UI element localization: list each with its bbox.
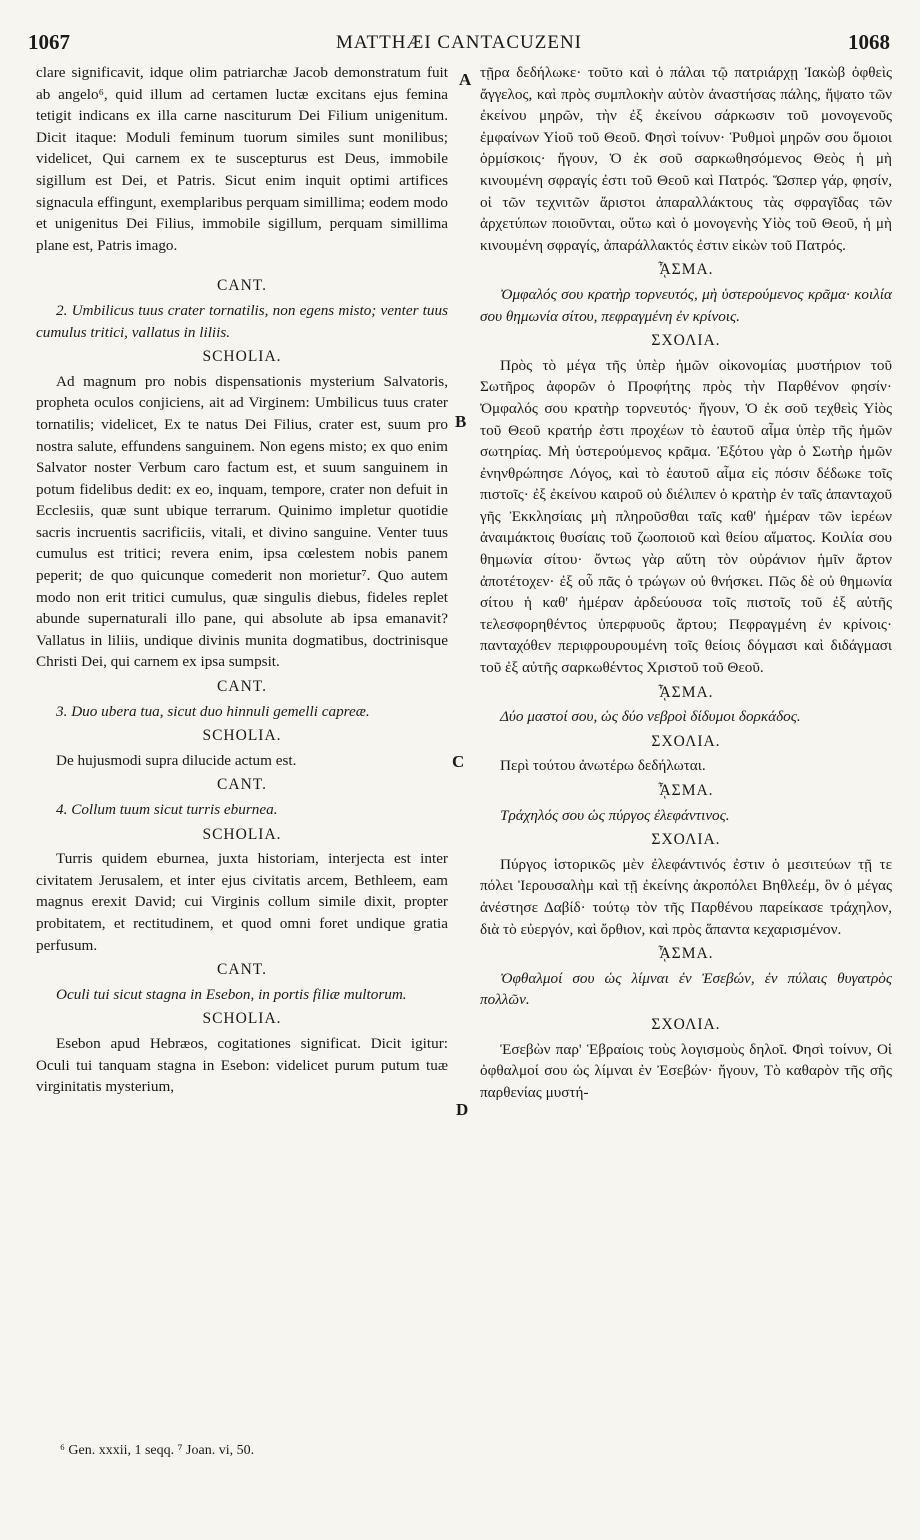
greek-verse-3: Δύο μαστοί σου, ὡς δύο νεβροὶ δίδυμοι δορκάδος. <box>500 708 801 726</box>
greek-scholia-heading: ΣΧΟΛΙΑ. <box>651 732 721 750</box>
section-marker-d: D <box>456 1100 469 1119</box>
greek-scholia-paragraph: Περὶ τούτου ἀνωτέρω δεδήλωται. <box>500 757 706 775</box>
greek-verse-2: Ὀμφαλός σου κρατὴρ τορνευτός, μὴ ὑστερούμενος κρᾶμα· κοιλία σου θημωνία σίτου, πεφραγμένη ἐν κρίνοις. <box>480 285 892 325</box>
latin-scholia-heading: SCHOLIA. <box>202 727 282 745</box>
latin-cant-heading: CANT. <box>217 961 267 979</box>
greek-scholia-heading: ΣΧΟΛΙΑ. <box>651 332 721 350</box>
latin-column <box>36 62 448 1098</box>
latin-verse-3: 3. Duo ubera tua, sicut duo hinnuli gemelli capreæ. <box>56 702 370 720</box>
greek-asma-heading: ᾎΣΜΑ. <box>658 782 714 799</box>
greek-verse-4: Τράχηλός σου ὡς πύργος ἐλεφάντινος. <box>500 806 730 824</box>
section-marker-b: B <box>455 412 467 431</box>
page-number-right: 1068 <box>848 30 890 54</box>
latin-cant-heading: CANT. <box>217 776 267 794</box>
greek-scholia-paragraph: Πρὸς τὸ μέγα τῆς ὑπὲρ ἡμῶν οἰκονομίας μυστήριον τοῦ Σωτῆρος ἀφορῶν ὁ Προφήτης πρὸς τὴν Παρθένον φησίν· Ὀμφαλός σου κρατὴρ τορνευτός· ἤγουν, Ὁ ἐκ σοῦ τεχθεὶς Υἱὸς τοῦ Θεοῦ κρατήρ ἐστι προχέων τὸ ἑαυτοῦ αἷμα ὑπὲρ τῆς ἡμῶν σωτηρίας. Μὴ ὑστερούμενος κρᾶμα. Ἐξότου γὰρ ὁ Σωτὴρ ἡμῶν ἐνηνθρώπησε Λόγος, καὶ τὸ ἑαυτοῦ αἷμα εἰς πόσιν δέδωκε τοῖς πιστοῖς· ἐξ ἐκείνου καιροῦ οὐ διέλιπεν ὁ κρατὴρ ἐν ταῖς ἁπανταχοῦ γῆς Ἐκκλησίαις μὴ πληροῦσθαι ταῖς καθ' ἡμέραν τῶν ἱερέων ἀναιμάκτοις θυσίαις τοῦ ζωοποιοῦ καὶ θείου αἵματος. Κοιλία σου θημωνία σίτου· ὄντως γὰρ αὕτη τὸν οὐράνιον ἡμῖν ἄρτον ἀποτέτοχεν· ἐξ οὗ πᾶς ὁ τρώγων οὐ θνήσκει. Πῶς δὲ οὐ θημωνία σίτου ἡ καθ' ἡμέραν ἀρδεύουσα τοῖς πιστοῖς τοῦ ἐξ αὐτῆς τελεσφορηθέντος ὑπερφυοῦς ἄρτου; Πεφραγμένη ἐν κρίνοις· πανταχόθεν περιφρουρουμένη τοῖς θείοις δόγμασι καὶ διδάγμασι τοῦ ἐξ αὐτῆς σαρκωθέντος Χριστοῦ τοῦ Θεοῦ. <box>480 356 892 677</box>
greek-scholia-paragraph: Πύργος ἱστορικῶς μὲν ἐλεφάντινός ἐστιν ὁ μεσιτεύων τῇ τε πόλει Ἱερουσαλὴμ καὶ τῇ ἐκείνης ἀκροπόλει Βηθλεέμ, ὃν ὁ μέγας ἀνέστησε Δαβίδ· τούτῳ τὸν τῆς Παρθένου παρείκασε τράχηλον, διὰ τὸ εὐεργόν, καὶ ὄρθιον, καὶ πρὸς ἅπαντα κεχαρισμένον. <box>480 855 892 938</box>
latin-scholia-heading: SCHOLIA. <box>202 348 282 366</box>
greek-scholia-heading: ΣΧΟΛΙΑ. <box>651 831 721 849</box>
greek-asma-heading: ᾎΣΜΑ. <box>658 261 714 279</box>
latin-verse-5: Oculi tui sicut stagna in Esebon, in portis filiæ multorum. <box>56 985 407 1003</box>
latin-scholia-paragraph: De hujusmodi supra dilucide actum est. <box>56 751 297 769</box>
latin-scholia-paragraph: Esebon apud Hebræos, cogitationes significat. Dicit igitur: Oculi tui tanquam stagna in Esebon: videlicet purum putum tuæ virginitatis mysterium, <box>36 1034 448 1096</box>
latin-verse-4: 4. Collum tuum sicut turris eburnea. <box>56 801 278 818</box>
latin-intro-paragraph: clare significavit, idque olim patriarchæ Jacob demonstratum fuit ab angelo⁶, quid illum ad certamen luctæ excitans ejus femina tetigit indicans ex illa carne nasciturum Dei Filium unigenitum. Dicit itaque: Moduli feminum tuorum similes sunt monilibus; videlicet, Qui carnem ex te suscepturus est Deus, immobile sigillum est Dei, et Patris. Sicut enim inquit optimi artifices signacula effingunt, exemplaribus perquam simillima; eodem modo et unigenitus Dei Filius, immobile sigillum, perquam simillima plane est, Patris imago. <box>36 64 448 254</box>
greek-scholia-paragraph: Ἐσεβὼν παρ' Ἑβραίοις τοὺς λογισμοὺς δηλοῖ. Φησὶ τοίνυν, Οἱ ὀφθαλμοί σου ὡς λίμναι ἐν Ἐσεβών· ἤγουν, Τὸ καθαρὸν τῆς σῆς παρθενίας μυστή- <box>480 1040 892 1101</box>
section-marker-c: C <box>452 752 465 771</box>
latin-scholia-paragraph: Turris quidem eburnea, juxta historiam, interjecta est inter civitatem Jerusalem, et inter ejus civitatis arcem, Bethleem, eam magnus erexit David; cui Virginis collum simile dixit, propter probitatem, et rectitudinem, et quod omni foret undique gratia perfusum. <box>36 850 448 954</box>
latin-cant-heading: CANT. <box>217 678 267 696</box>
footnotes: ⁶ Gen. xxxii, 1 seqq. ⁷ Joan. vi, 50. <box>60 1443 255 1458</box>
page-number-left: 1067 <box>28 30 70 54</box>
latin-scholia-heading: SCHOLIA. <box>202 1010 282 1028</box>
latin-scholia-paragraph: Ad magnum pro nobis dispensationis mysterium Salvatoris, propheta oculos conjiciens, ait ad Virginem: Umbilicus tuus crater tornatilis; videlicet, Ex te natus Dei Filius, crater est, suum pro nostra salute, effundens sanguinem. Non egens misto; ex quo enim Salvator noster Verbum caro factum est, et suum sanguinem in potum fidelibus dedit: ex eo, inquam, tempore, crater non defuit in Ecclesiis, quæ sunt ubique terrarum. Quinimo impletur quotidie sacris incruentis sacrificiis, vitali, et divino sanguine. Venter tuus cumulus est tritici; revera enim, ipsa cœlestem nobis panem peperit; de quo quicunque comederit non morietur⁷. Quo autem modo non erit tritici cumulus, quæ singulis diebus, fideles replet abunde supernaturali illo pane, qui absolute ab ipsa emanavit? Vallatus in liliis, undique divinis munita dogmatibus, doctrinisque Christi Dei, qui carnem ex ipsa sumpsit. <box>36 372 448 671</box>
running-title: MATTHÆI CANTACUZENI <box>336 32 582 53</box>
greek-scholia-heading: ΣΧΟΛΙΑ. <box>651 1015 721 1033</box>
greek-asma-heading: ᾎΣΜΑ. <box>658 683 714 701</box>
latin-cant-heading: CANT. <box>217 277 267 295</box>
greek-asma-heading: ᾎΣΜΑ. <box>658 945 714 963</box>
latin-scholia-heading: SCHOLIA. <box>202 825 282 843</box>
greek-verse-5: Ὀφθαλμοί σου ὡς λίμναι ἐν Ἐσεβών, ἐν πύλαις θυγατρὸς πολλῶν. <box>480 969 892 1009</box>
page-header <box>28 30 890 56</box>
latin-verse-2: 2. Umbilicus tuus crater tornatilis, non egens misto; venter tuus cumulus tritici, vallatus in liliis. <box>36 301 448 341</box>
greek-column <box>480 62 892 1103</box>
section-marker-a: A <box>459 70 472 89</box>
greek-intro-paragraph: τῇρα δεδήλωκε· τοῦτο καὶ ὁ πάλαι τῷ πατριάρχῃ Ἰακὼβ ὀφθεὶς ἄγγελος, καὶ πρὸς συμπλοκὴν αὐτὸν ἀναστήσας πάλης, ἥψατο τῶν ἐκείνου μηρῶν, τὴν ἐξ ἐκείνου σάρκωσιν τοῦ μονογενοῦς ἐμφαίνων Υἱοῦ τοῦ Θεοῦ. Φησὶ τοίνυν· Ῥυθμοὶ μηρῶν σου ὅμοιοι ὁρμίσκοις· ἤγουν, Ὁ ἐκ σοῦ σαρκωθησόμενος Θεὸς ἡ μὴ κινουμένη σφραγίς ἐστι τοῦ Θεοῦ καὶ Πατρός. Ὥσπερ γάρ, φησίν, οἱ τῶν τεχνιτῶν ἄριστοι ἀπαραλλάκτους τὰς σφραγῖδας τῶν ἀρχετύπων ποιοῦνται, οὕτω καὶ ὁ μονογενὴς Υἱὸς τοῦ Θεοῦ, ἡ μὴ κινουμένη σφραγίς, ἀπαράλλακτός ἐστιν εἰκὼν τοῦ Πατρός. <box>480 64 892 254</box>
